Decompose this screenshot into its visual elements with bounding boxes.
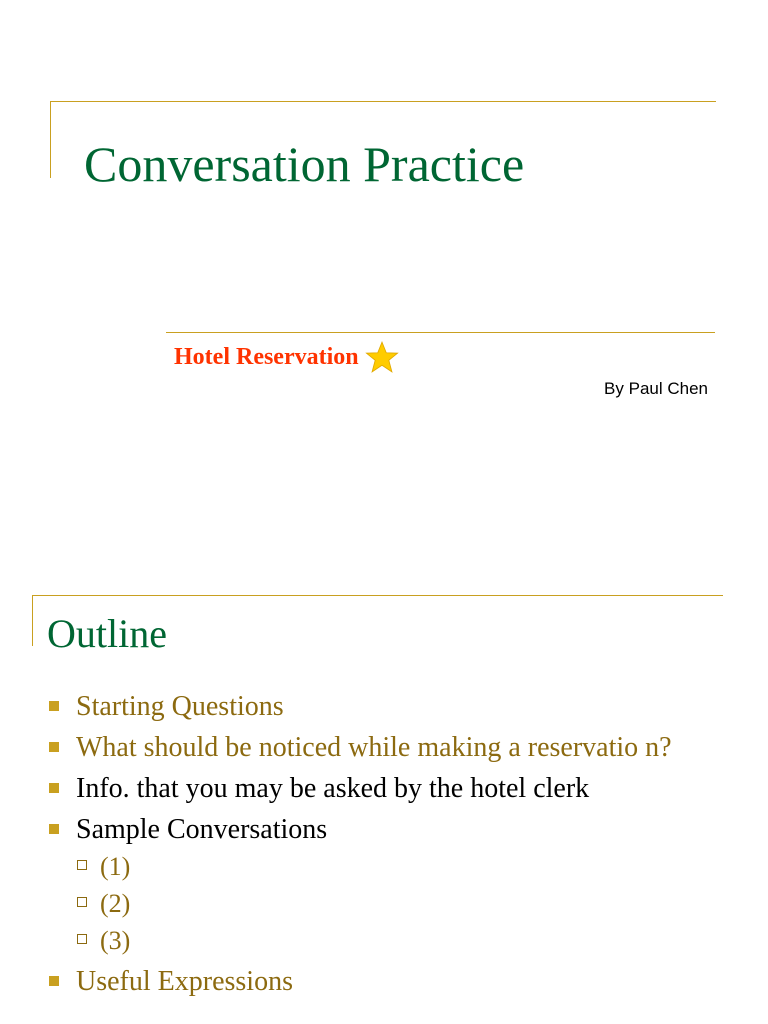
- square-bullet-icon: [49, 742, 59, 752]
- list-item-text: What should be noticed while making a reservatio n?: [76, 732, 672, 763]
- list-item-text: Sample Conversations: [76, 814, 328, 845]
- sub-list-item: [74, 926, 738, 956]
- sub-list: [76, 852, 738, 956]
- hollow-square-bullet-icon: [77, 934, 87, 944]
- top-frame-line: [32, 595, 723, 596]
- hollow-square-bullet-icon: [77, 860, 87, 870]
- left-frame-line: [32, 595, 33, 646]
- hollow-square-bullet-icon: [77, 897, 87, 907]
- sub-list-item: [74, 852, 738, 882]
- subtitle-text: Hotel Reservation: [174, 343, 359, 370]
- list-item: [48, 815, 738, 956]
- outline-list: [48, 692, 738, 1008]
- list-item: [48, 733, 738, 763]
- list-item-text: Info. that you may be asked by the hotel clerk: [76, 773, 590, 804]
- square-bullet-icon: [49, 783, 59, 793]
- outline-slide: [0, 580, 768, 1024]
- sub-list-item-text: (2): [100, 889, 131, 918]
- square-bullet-icon: [49, 824, 59, 834]
- star-icon: [365, 340, 399, 374]
- left-frame-line: [50, 101, 51, 178]
- list-item: [48, 774, 738, 804]
- subtitle-divider: [166, 332, 715, 333]
- slide-title: Outline: [47, 611, 167, 656]
- slide-title: Conversation Practice: [84, 136, 525, 192]
- list-item: [48, 967, 738, 997]
- author-label: By Paul Chen: [604, 379, 708, 398]
- sub-list-item: [74, 889, 738, 919]
- sub-list-item-text: (1): [100, 852, 131, 881]
- sub-list-item-text: (3): [100, 926, 131, 955]
- slide-subtitle: [174, 340, 399, 374]
- list-item-text: Starting Questions: [76, 691, 284, 722]
- list-item-text: Useful Expressions: [76, 966, 293, 997]
- square-bullet-icon: [49, 976, 59, 986]
- top-frame-line: [50, 101, 716, 102]
- list-item: [48, 692, 738, 722]
- square-bullet-icon: [49, 701, 59, 711]
